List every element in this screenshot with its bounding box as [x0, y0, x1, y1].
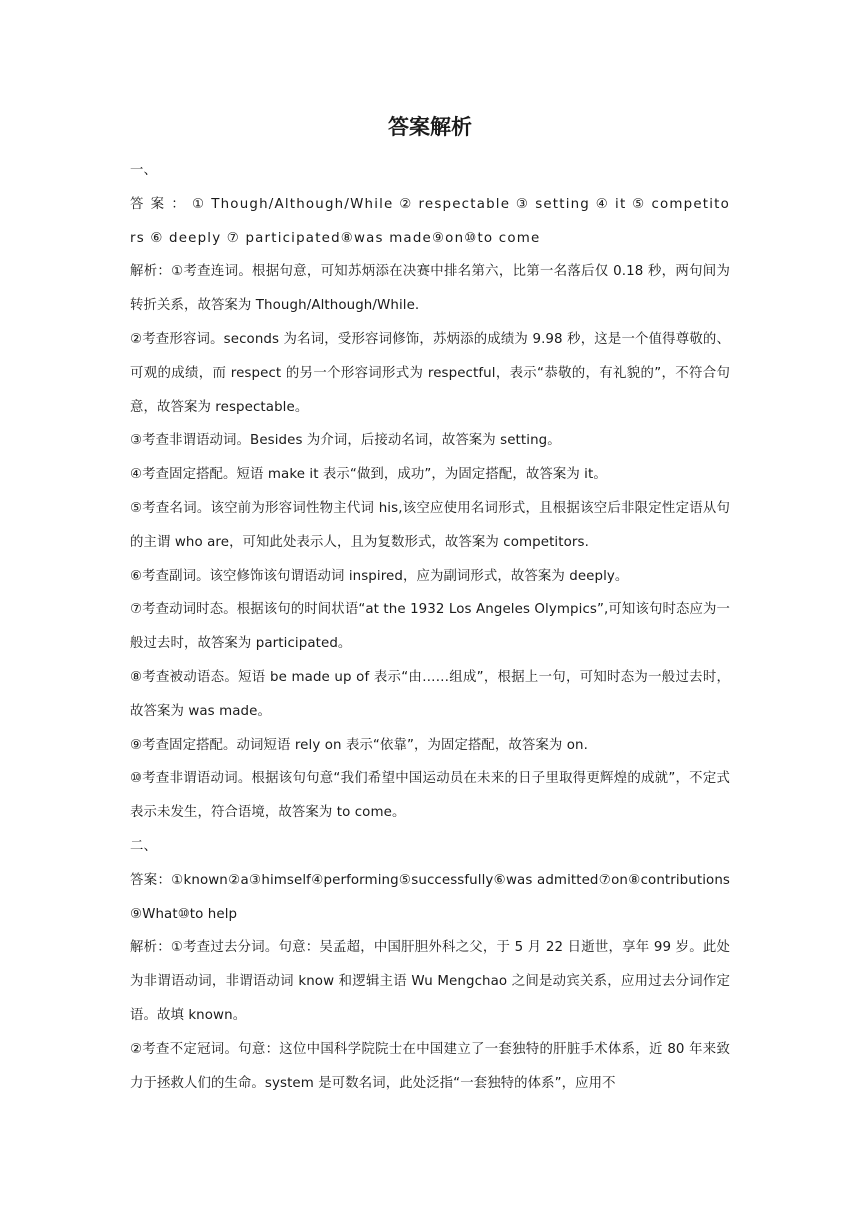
- explanation-paragraph: ⑧考查被动语态。短语 be made up of 表示“由……组成”，根据上一句，可知时态为一般过去时，故答案为 was made。: [130, 669, 730, 719]
- explanation-paragraph: ⑤考查名词。该空前为形容词性物主代词 his,该空应使用名词形式，且根据该空后非限定性定语从句的主谓 who are，可知此处表示人，且为复数形式，故答案为 competitors.: [130, 500, 730, 550]
- page-title: 答案解析: [388, 115, 472, 139]
- answer-paragraph-1: 答 案 ： ① Though/Although/While ② respectable ③ setting ④ it ⑤ competitors ⑥ deeply ⑦ participated⑧was made⑨on⑩to come: [130, 196, 730, 246]
- explanation-paragraph: ⑩考查非谓语动词。根据该句句意“我们希望中国运动员在未来的日子里取得更辉煌的成就”，不定式表示未发生，符合语境，故答案为 to come。: [130, 771, 730, 821]
- explanation-paragraph: ⑨考查固定搭配。动词短语 rely on 表示“依靠”，为固定搭配，故答案为 on.: [130, 737, 588, 753]
- explanation-paragraph: ⑥考查副词。该空修饰该句谓语动词 inspired，应为副词形式，故答案为 deeply。: [130, 568, 629, 584]
- explanation-paragraph: ③考查非谓语动词。Besides 为介词，后接动名词，故答案为 setting。: [130, 433, 561, 449]
- explanation-paragraph: ⑦考查动词时态。根据该句的时间状语“at the 1932 Los Angeles Olympics”,可知该句时态应为一般过去时，故答案为 participated。: [130, 602, 730, 652]
- section-heading-1: 一、: [130, 163, 157, 178]
- answer-paragraph-2: 答案：①known②a③himself④performing⑤successfully⑥was admitted⑦on⑧contributions⑨What⑩to help: [130, 872, 730, 922]
- section-heading-2: 二、: [130, 838, 157, 854]
- explanation-paragraph: 解析：①考查连词。根据句意，可知苏炳添在决赛中排名第六，比第一名落后仅 0.18 秒，两句间为转折关系，故答案为 Though/Although/While.: [130, 264, 730, 314]
- explanation-paragraph: ④考查固定搭配。短语 make it 表示“做到，成功”，为固定搭配，故答案为 it。: [130, 467, 607, 483]
- explanation-paragraph: ②考查不定冠词。句意：这位中国科学院院士在中国建立了一套独特的肝脏手术体系，近 80 年来致力于拯救人们的生命。system 是可数名词，此处泛指“一套独特的体系”，应用不: [130, 1041, 730, 1091]
- explanation-paragraph: 解析：①考查过去分词。句意：吴孟超，中国肝胆外科之父，于 5 月 22 日逝世，享年 99 岁。此处为非谓语动词，非谓语动词 know 和逻辑主语 Wu Mengchao 之间是动宾关系，应用过去分词作定语。故填 known。: [130, 940, 730, 1023]
- document-body: [130, 154, 730, 1100]
- explanation-paragraph: ②考查形容词。seconds 为名词，受形容词修饰，苏炳添的成绩为 9.98 秒，这是一个值得尊敬的、可观的成绩，而 respect 的另一个形容词形式为 respectful，表示“恭敬的，有礼貌的”，不符合句意，故答案为 respectable。: [130, 331, 730, 415]
